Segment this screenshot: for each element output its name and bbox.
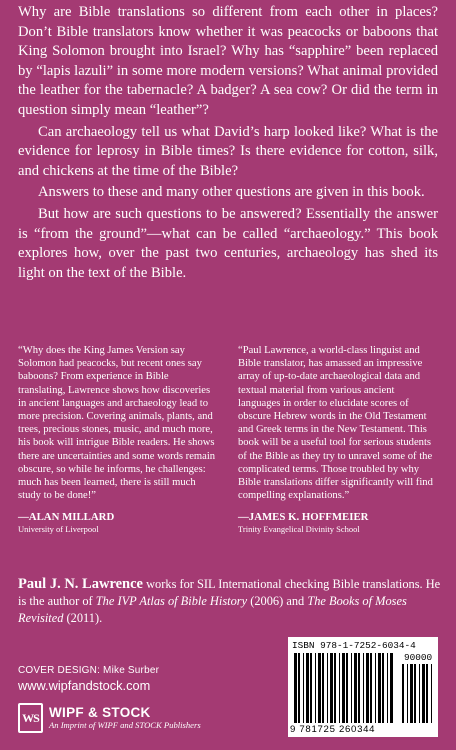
author-name: Paul J. N. Lawrence — [18, 576, 143, 592]
publisher-name: WIPF & STOCK — [49, 705, 151, 720]
endorsement-millard — [18, 344, 218, 534]
blurb-paragraph: But how are such questions to be answered? Essentially the answer is “from the ground”—what can be called “archaeology.” This book explores how, over the past two centuries, archaeology has shed its light on the text of the Bible. — [18, 205, 438, 281]
endorser-affiliation: Trinity Evangelical Divinity School — [238, 524, 360, 535]
cover-design-credit: COVER DESIGN: Mike Surber — [18, 665, 160, 676]
price-code: 90000 — [404, 652, 433, 663]
publisher-mark-icon: WS — [18, 703, 43, 733]
author-bio-text: (2006) and — [247, 594, 308, 608]
book-title: The IVP Atlas of Bible History — [95, 594, 248, 608]
barcode-bars-icon — [288, 637, 438, 737]
publisher-website: www.wipfandstock.com — [18, 678, 151, 693]
publisher-tagline: An Imprint of WIPF and STOCK Publishers — [49, 720, 201, 730]
barcode-box — [288, 637, 438, 737]
endorser-name: —JAMES K. HOFFMEIER — [238, 511, 369, 524]
barcode-number: 9 781725 260344 — [290, 724, 376, 735]
endorser-name: —ALAN MILLARD — [18, 511, 115, 524]
author-bio-text: works for SIL International checking Bible translations. He is the author of — [18, 577, 441, 608]
publisher-logo — [18, 699, 201, 737]
book-title: The Books of Moses Revisited — [18, 594, 407, 625]
blurb — [18, 3, 438, 283]
author-bio-text: (2011). — [63, 611, 103, 625]
credits — [18, 665, 159, 694]
blurb-paragraph: Answers to these and many other questions are given in this book. — [38, 184, 425, 201]
endorsement-quote: “Why does the King James Version say Solomon had peacocks, but recent ones say baboons? From experience in Bible translating, Lawrence shows how discoveries in ancient languages and archaeology lead to more precision. Covering animals, plants, and trees, precious stones, music, and much more, his book will intrigue Bible readers. He shows there are uncertainties and some words remain obscure, so while he informs, he challenges: much has been learned, there is still much study to be done!” — [18, 345, 216, 502]
endorser-affiliation: University of Liverpool — [18, 524, 99, 535]
endorsement-hoffmeier — [238, 344, 436, 534]
endorsement-quote: “Paul Lawrence, a world-class linguist and Bible translator, has amassed an impressive array of up-to-date archaeological data and textual material from various ancient languages in order to elucidate scores of obscure Hebrew words in the Old Testament and Greek terms in the New Testament. This book will be a useful tool for serious students of the Bible as they try to unravel some of the complicated terms. Those troubled by why Bible translations differ significantly will find compelling explanations.” — [238, 345, 433, 502]
blurb-paragraph: Can archaeology tell us what David’s harp looked like? What is the evidence for leprosy in Bible times? Is there evidence for cotton, silk, and chickens at the time of the Bible? — [18, 123, 438, 179]
author-bio — [18, 576, 442, 627]
blurb-paragraph: Why are Bible translations so different from each other in places? Don’t Bible translators know whether it was peacocks or baboons that King Solomon brought into Israel? Why has “sapphire” been replaced by “lapis lazuli” in some more modern versions? What animal provided the leather for the tabernacle? A badger? A sea cow? Or did the term in question simply mean “leather”? — [18, 4, 438, 118]
isbn-text: ISBN 978-1-7252-6034-4 — [292, 640, 416, 651]
